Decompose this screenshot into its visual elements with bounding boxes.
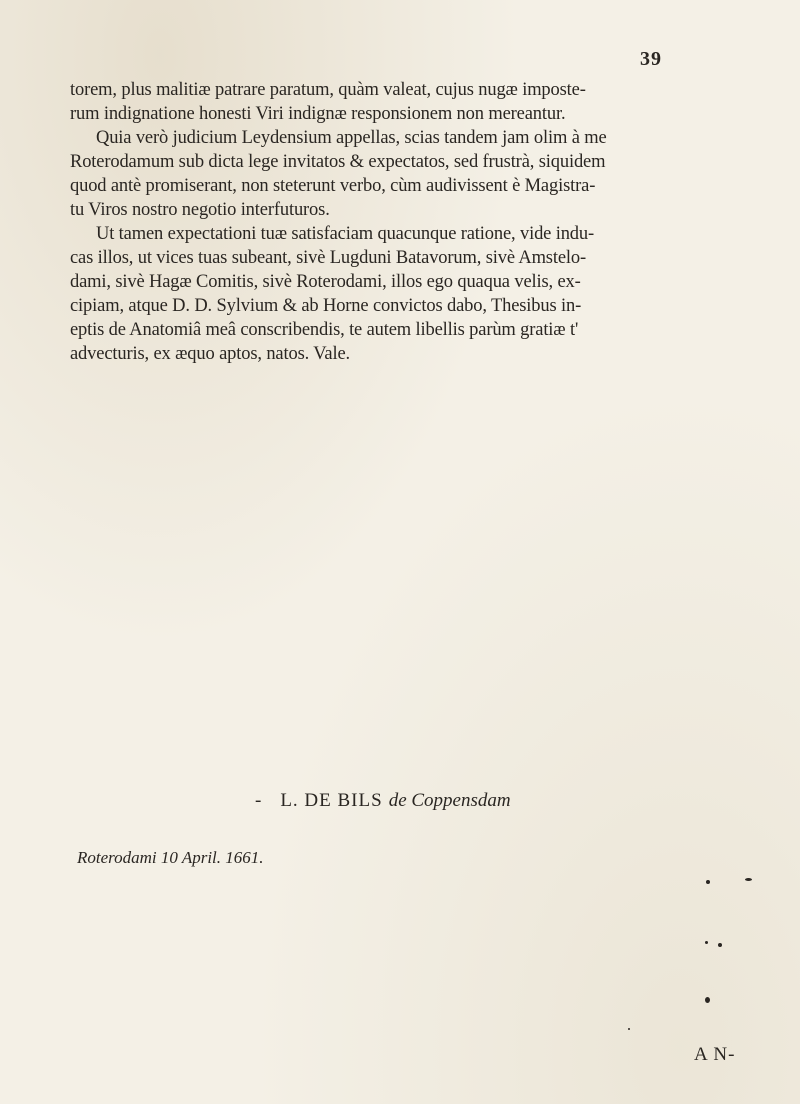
signature-name: L. DE BILS xyxy=(280,790,383,811)
text-line: rum indignatione honesti Viri indignæ responsionem non mereantur. xyxy=(70,104,566,124)
ink-speck xyxy=(706,880,710,884)
ink-speck xyxy=(745,878,752,881)
catchword: A N- xyxy=(694,1044,736,1065)
text-line: eptis de Anatomiâ meâ conscribendis, te autem libellis parùm gratiæ t' xyxy=(70,320,579,340)
ink-speck xyxy=(718,943,722,947)
signature xyxy=(255,790,511,812)
text-line: Ut tamen expectationi tuæ satisfaciam quacunque ratione, vide indu- xyxy=(96,224,595,244)
page-number: 39 xyxy=(640,48,662,70)
text-line: cas illos, ut vices tuas subeant, sivè Lugduni Batavorum, sivè Amstelo- xyxy=(70,248,587,268)
text-line: dami, sivè Hagæ Comitis, sivè Roterodami, illos ego quaqua velis, ex- xyxy=(70,272,581,292)
ink-speck xyxy=(705,997,710,1003)
text-line: Quia verò judicium Leydensium appellas, scias tandem jam olim à me xyxy=(96,128,607,148)
ink-speck xyxy=(705,941,708,944)
signature-dot: - xyxy=(255,790,263,811)
text-line: advecturis, ex æquo aptos, natos. Vale. xyxy=(70,344,350,364)
ink-speck xyxy=(628,1028,630,1030)
text-line: tu Viros nostro negotio interfuturos. xyxy=(70,200,330,220)
text-line: cipiam, atque D. D. Sylvium & ab Horne convictos dabo, Thesibus in- xyxy=(70,296,582,316)
signature-title: de Coppensdam xyxy=(388,790,511,811)
text-line: torem, plus malitiæ patrare paratum, quàm valeat, cujus nugæ imposte- xyxy=(70,80,586,100)
dateline: Roterodami 10 April. 1661. xyxy=(77,848,264,867)
body-text xyxy=(70,78,735,366)
text-line: Roterodamum sub dicta lege invitatos & expectatos, sed frustrà, siquidem xyxy=(70,152,606,172)
text-line: quod antè promiserant, non steterunt verbo, cùm audivissent è Magistra- xyxy=(70,176,596,196)
